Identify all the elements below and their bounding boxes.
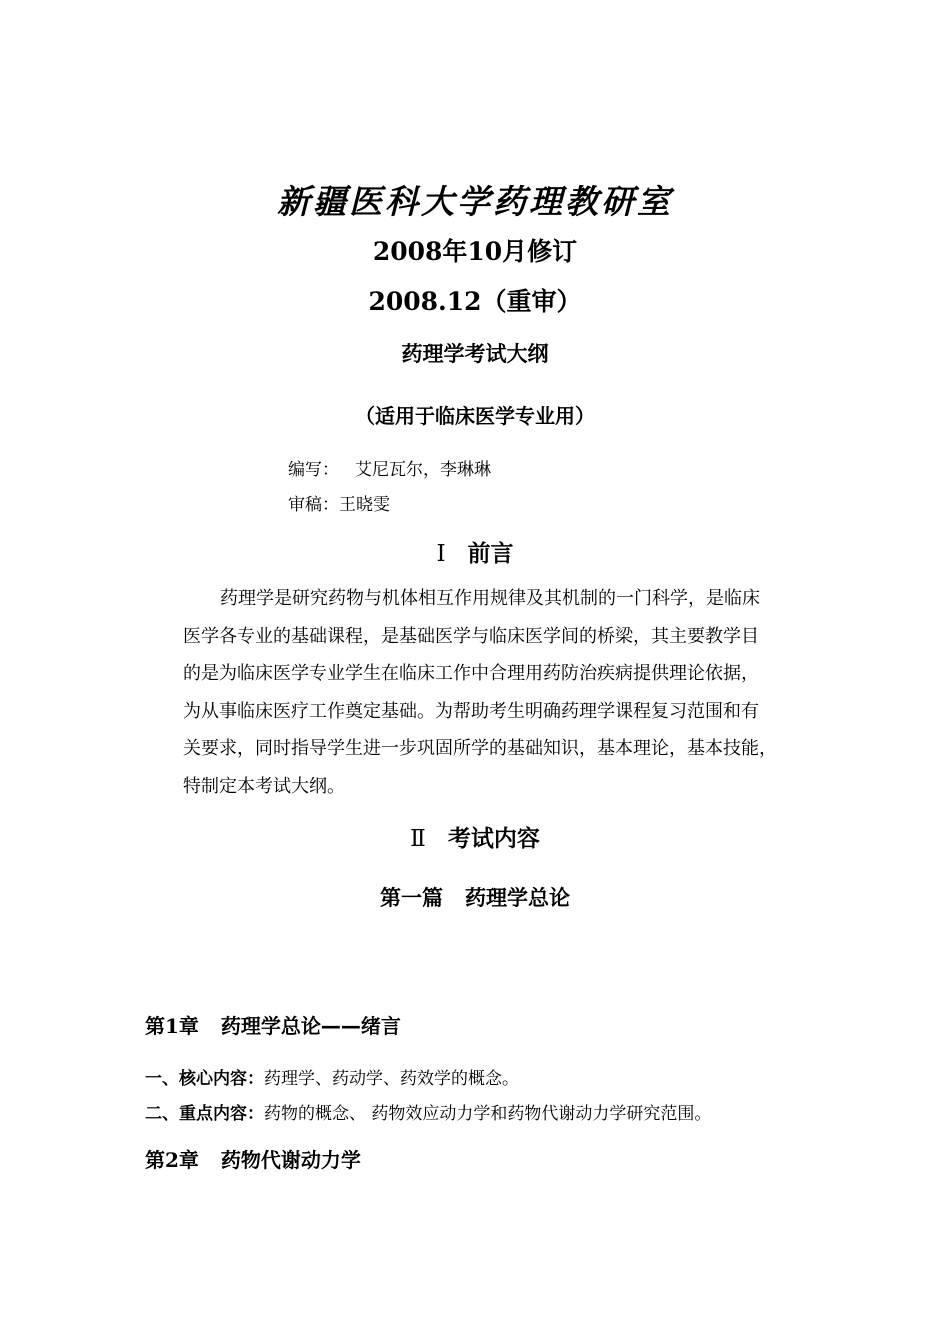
chapter-item: [145, 1099, 711, 1124]
chapter-number: 2: [165, 1148, 179, 1172]
document-title: 药理学考试大纲: [401, 342, 549, 366]
chapter-suffix: 章: [178, 1148, 199, 1172]
chapter-suffix: 章: [178, 1014, 199, 1038]
section-number: Ⅱ: [410, 826, 426, 852]
preface-line: 医学各专业的基础课程，是基础医学与临床医学间的桥梁，其主要教学目: [183, 625, 759, 647]
chapter-heading: [145, 1010, 401, 1039]
preface-paragraph: [183, 580, 808, 805]
review-date: 2008.12（重审）: [368, 287, 582, 316]
chapter-title: 药理学总论——绪言: [220, 1014, 401, 1038]
item-text: 药理学、药动学、药效学的概念。: [264, 1069, 519, 1089]
chapter-number: 1: [165, 1014, 179, 1038]
chapter-title: 药物代谢动力学: [220, 1148, 361, 1172]
chapter-prefix: 第: [145, 1148, 165, 1172]
preface-line: 药理学是研究药物与机体相互作用规律及其机制的一门科学，是临床: [220, 588, 760, 609]
section-title: 考试内容: [447, 826, 540, 852]
item-label: 二、重点内容：: [145, 1104, 264, 1124]
section-number: Ⅰ: [436, 541, 446, 567]
reviewer-label: 审稿：: [288, 495, 339, 515]
part-label: 第一篇: [380, 886, 443, 910]
preface-line: 关要求，同时指导学生进一步巩固所学的基础知识，基本理论，基本技能，: [183, 738, 777, 759]
org-title: 新疆医科大学药理教研室: [277, 182, 673, 221]
preface-line: 特制定本考试大纲。: [183, 775, 345, 797]
document-subtitle: （适用于临床医学专业用）: [355, 404, 595, 428]
item-text: 药物的概念、 药物效应动力学和药物代谢动力学研究范围。: [264, 1104, 712, 1124]
reviewer-line: [288, 490, 390, 515]
part-name: 药理学总论: [465, 886, 570, 910]
chapter-item: [145, 1064, 519, 1089]
authors-line: [288, 455, 491, 480]
authors-label: 编写：: [288, 460, 339, 480]
section-heading-preface: [0, 535, 950, 568]
preface-line: 为从事临床医疗工作奠定基础。为帮助考生明确药理学课程复习范围和有: [183, 700, 759, 722]
preface-line: 的是为临床医学专业学生在临床工作中合理用药防治疾病提供理论依据，: [183, 663, 759, 684]
authors-names: 艾尼瓦尔，李琳琳: [355, 460, 491, 480]
reviewer-name: 王晓雯: [339, 495, 390, 515]
section-title: 前言: [467, 541, 514, 567]
chapter-heading: [145, 1144, 361, 1173]
part-title: [0, 882, 950, 912]
revision-date: 2008年10月修订: [372, 237, 578, 266]
item-label: 一、核心内容：: [145, 1069, 264, 1089]
chapter-prefix: 第: [145, 1014, 165, 1038]
section-heading-exam-content: [0, 820, 950, 853]
